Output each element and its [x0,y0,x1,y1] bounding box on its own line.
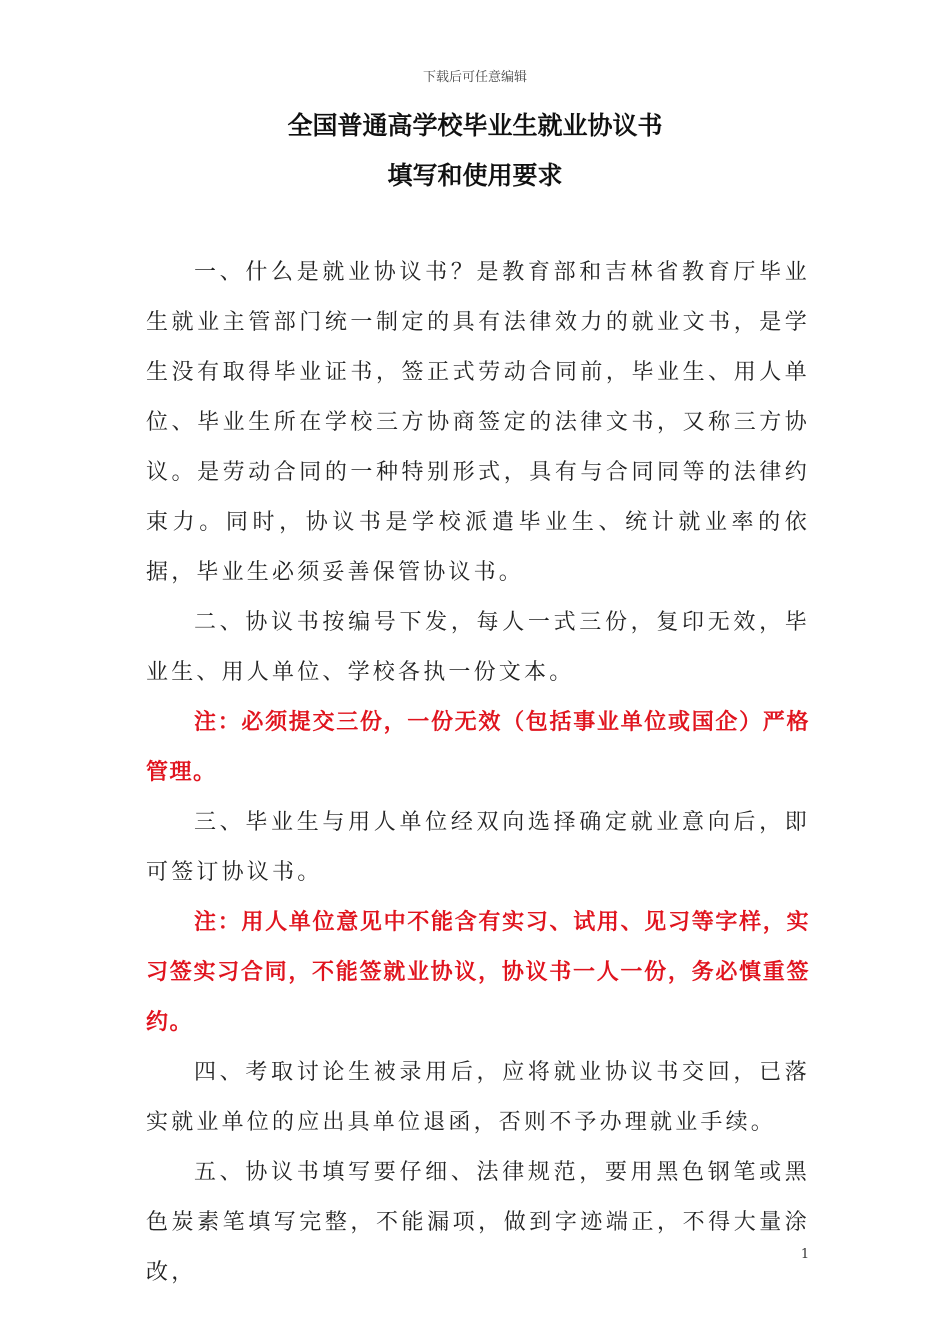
paragraph-3: 三、毕业生与用人单位经双向选择确定就业意向后，即可签订协议书。 [146,810,810,885]
paragraph-1: 一、什么是就业协议书？是教育部和吉林省教育厅毕业生就业主管部门统一制定的具有法律效力的就业文书，是学生没有取得毕业证书，签正式劳动合同前，毕业生、用人单位、毕业生所在学校三方协商签定的法律文书，又称三方协议。是劳动合同的一种特别形式，具有与合同同等的法律约束力。同时，协议书是学校派遣毕业生、统计就业率的依据，毕业生必须妥善保管协议书。 [146,260,810,585]
page-number: 1 [800,1247,810,1262]
note-2: 注：用人单位意见中不能含有实习、试用、见习等字样，实习签实习合同，不能签就业协议，协议书一人一份，务必慎重签约。 [146,910,810,1035]
document-body [146,248,810,1298]
paragraph-4: 四、考取讨论生被录用后，应将就业协议书交回，已落实就业单位的应出具单位退函，否则不予办理就业手续。 [146,1060,810,1135]
document-subtitle: 填写和使用要求 [387,161,563,190]
paragraph-5: 五、协议书填写要仔细、法律规范，要用黑色钢笔或黑色炭素笔填写完整，不能漏项，做到字迹端正，不得大量涂改， [146,1160,810,1285]
header-note: 下载后可任意编辑 [422,70,527,85]
note-1: 注：必须提交三份，一份无效（包括事业单位或国企）严格管理。 [146,710,810,785]
document-title: 全国普通高学校毕业生就业协议书 [287,111,663,140]
paragraph-2: 二、协议书按编号下发，每人一式三份，复印无效，毕业生、用人单位、学校各执一份文本。 [146,610,810,685]
